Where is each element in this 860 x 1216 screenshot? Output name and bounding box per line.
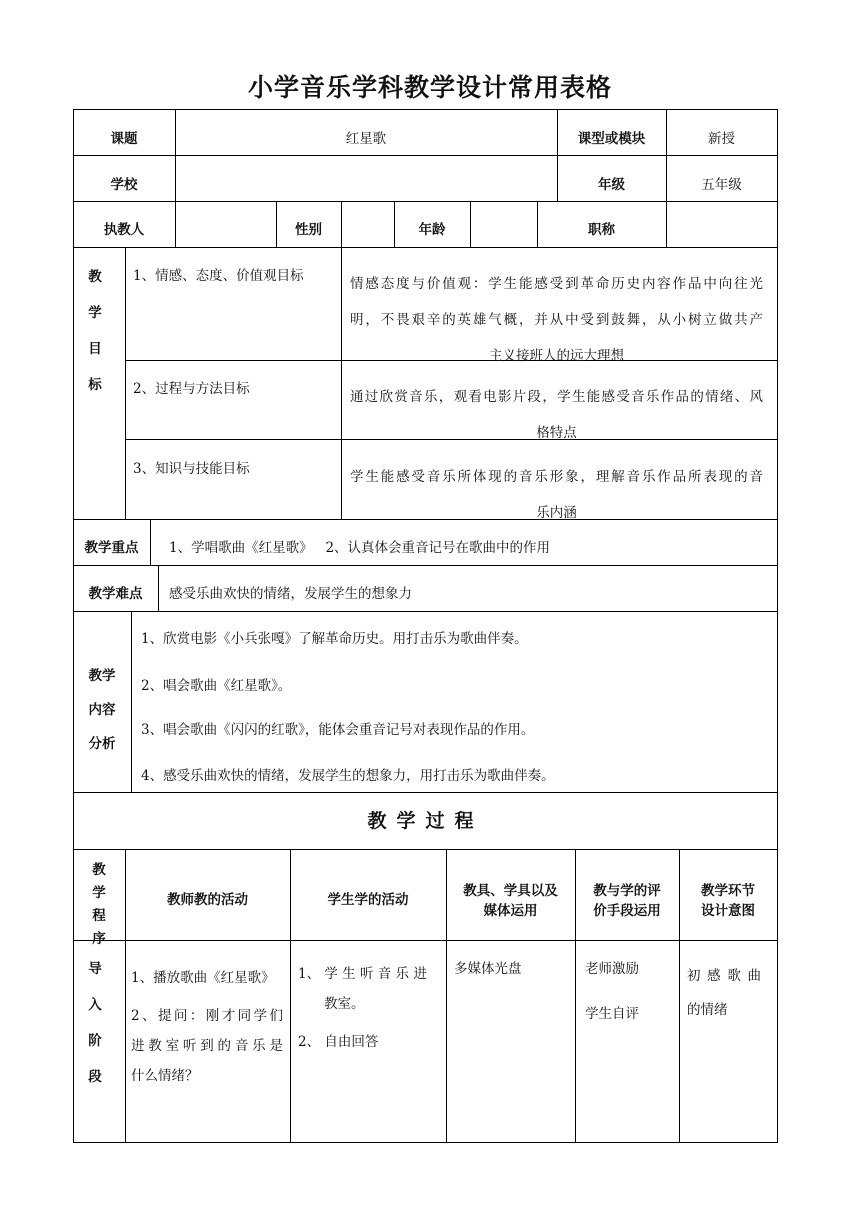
teacher-activity-header: 教师教的活动 [167, 892, 248, 908]
col-divider [341, 201, 342, 247]
key-point-label: 教学重点 [84, 540, 139, 556]
topic-label: 课题 [110, 131, 138, 147]
table-border-bottom [73, 1142, 778, 1143]
procedure-header-char: 程 [92, 908, 106, 924]
procedure-header-char: 学 [92, 885, 106, 901]
media-usage: 多媒体光盘 [454, 961, 522, 977]
goal-description-line: 乐内涵 [536, 505, 577, 521]
col-divider [150, 519, 151, 565]
evaluation-line: 学生自评 [585, 1006, 639, 1022]
row-divider [73, 247, 778, 248]
type-label: 课型或模块 [577, 131, 646, 147]
table-border-left [73, 109, 74, 1143]
goal-description [350, 459, 763, 531]
design-intent-header [679, 881, 777, 921]
evaluation-line: 老师激励 [585, 961, 639, 977]
grade-value: 五年级 [701, 177, 742, 193]
goals-label [85, 259, 105, 403]
lesson-plan-table [73, 109, 778, 1143]
row-divider [73, 565, 778, 566]
content-label-line: 内容 [88, 702, 116, 718]
teacher-activity [131, 959, 283, 1091]
student-activity [298, 959, 438, 1057]
table-border-top [73, 109, 778, 110]
col-divider [131, 611, 132, 792]
procedure-header-char: 教 [92, 862, 106, 878]
col-divider [341, 247, 342, 519]
goal-description-line: 格特点 [536, 425, 577, 441]
goals-label-char: 教 [88, 269, 102, 285]
grade-label: 年级 [598, 177, 625, 193]
student-activity-line: 1、 学 生 听 音 乐 进 [298, 966, 427, 982]
col-divider [158, 565, 159, 611]
design-intent-line: 的情绪 [687, 1002, 728, 1018]
goal-name: 1、情感、态度、价值观目标 [133, 268, 304, 284]
procedure-header-char: 序 [92, 931, 106, 947]
goal-description-line: 通过欣赏音乐，观看电影片段，学生能感受音乐作品的情绪、风 [350, 389, 763, 405]
student-activity-line: 教室。 [324, 996, 365, 1012]
goal-name: 2、过程与方法目标 [133, 381, 250, 397]
media-header-line: 媒体运用 [483, 903, 538, 919]
goal-description-line: 情感态度与价值观：学生能感受到革命历史内容作品中向往光 [350, 276, 763, 292]
difficulty-value: 感受乐曲欢快的情绪，发展学生的想象力 [169, 586, 412, 602]
content-label-line: 教学 [88, 668, 116, 684]
student-activity-line: 2、 自由回答 [298, 1034, 379, 1050]
goal-name: 3、知识与技能目标 [133, 461, 250, 477]
content-item: 4、感受乐曲欢快的情绪，发展学生的想象力，用打击乐为歌曲伴奏。 [141, 768, 555, 784]
evaluation-header-line: 教与学的评 [593, 883, 661, 899]
goals-label-char: 标 [88, 377, 102, 393]
col-divider [125, 247, 126, 519]
school-label: 学校 [110, 177, 138, 193]
evaluation-header [575, 881, 679, 921]
media-header [446, 881, 575, 921]
process-heading: 教学过程 [367, 810, 484, 832]
col-divider [470, 201, 471, 247]
key-point-value: 1、学唱歌曲《红星歌》 2、认真体会重音记号在歌曲中的作用 [169, 540, 551, 556]
evaluation-header-line: 价手段运用 [593, 903, 661, 919]
design-intent-header-line: 教学环节 [701, 883, 755, 899]
stage-label-char: 段 [88, 1069, 102, 1085]
design-intent-header-line: 设计意图 [701, 903, 755, 919]
design-intent-line: 初 感 歌 曲 [687, 968, 761, 984]
evaluation [585, 947, 675, 1037]
type-value: 新授 [708, 131, 735, 147]
teacher-activity-line: 进教室听到的音乐是 [131, 1038, 283, 1054]
row-divider [73, 792, 778, 793]
goal-description-line: 明，不畏艰辛的英雄气概，并从中受到鼓舞，从小树立做共产 [350, 312, 763, 328]
content-item: 1、欣赏电影《小兵张嘎》了解革命历史。用打击乐为歌曲伴奏。 [141, 631, 528, 647]
goal-description-line: 学生能感受音乐所体现的音乐形象，理解音乐作品所表现的音 [350, 469, 763, 485]
content-item: 2、唱会歌曲《红星歌》。 [141, 678, 292, 694]
professional-title-label: 职称 [588, 222, 615, 238]
content-label-line: 分析 [88, 736, 116, 752]
topic-value: 红星歌 [345, 131, 387, 147]
design-intent [687, 959, 761, 1027]
goals-label-char: 目 [88, 341, 102, 357]
media-header-line: 教具、学具以及 [463, 883, 558, 899]
goals-label-char: 学 [88, 305, 102, 321]
student-activity-header: 学生学的活动 [327, 892, 409, 908]
goal-description [350, 266, 763, 374]
procedure-header [87, 859, 111, 951]
stage-label-char: 导 [88, 961, 102, 977]
teacher-activity-line: 2、提问：刚才同学们 [131, 1008, 283, 1024]
content-label [73, 659, 131, 761]
teacher-activity-block [131, 1001, 283, 1091]
row-divider [73, 940, 778, 941]
gender-label: 性别 [295, 222, 322, 238]
teacher-activity-line: 1、播放歌曲《红星歌》 [131, 970, 275, 986]
stage-label-char: 入 [88, 997, 102, 1013]
content-item: 3、唱会歌曲《闪闪的红歌》，能体会重音记号对表现作品的作用。 [141, 722, 535, 738]
difficulty-label: 教学难点 [88, 586, 143, 602]
goal-description-line: 主义接班人的远大理想 [489, 348, 624, 364]
row-divider [73, 201, 778, 202]
page-title: 小学音乐学科教学设计常用表格 [247, 73, 612, 102]
row-divider [73, 611, 778, 612]
stage-label-char: 阶 [88, 1033, 102, 1049]
goal-description [350, 379, 763, 451]
row-divider [73, 155, 778, 156]
stage-label [85, 951, 105, 1095]
table-border-right [777, 109, 778, 1143]
teacher-activity-line: 什么情绪？ [131, 1068, 199, 1084]
age-label: 年龄 [418, 222, 446, 238]
teacher-label: 执教人 [103, 222, 145, 238]
row-divider [73, 849, 778, 850]
